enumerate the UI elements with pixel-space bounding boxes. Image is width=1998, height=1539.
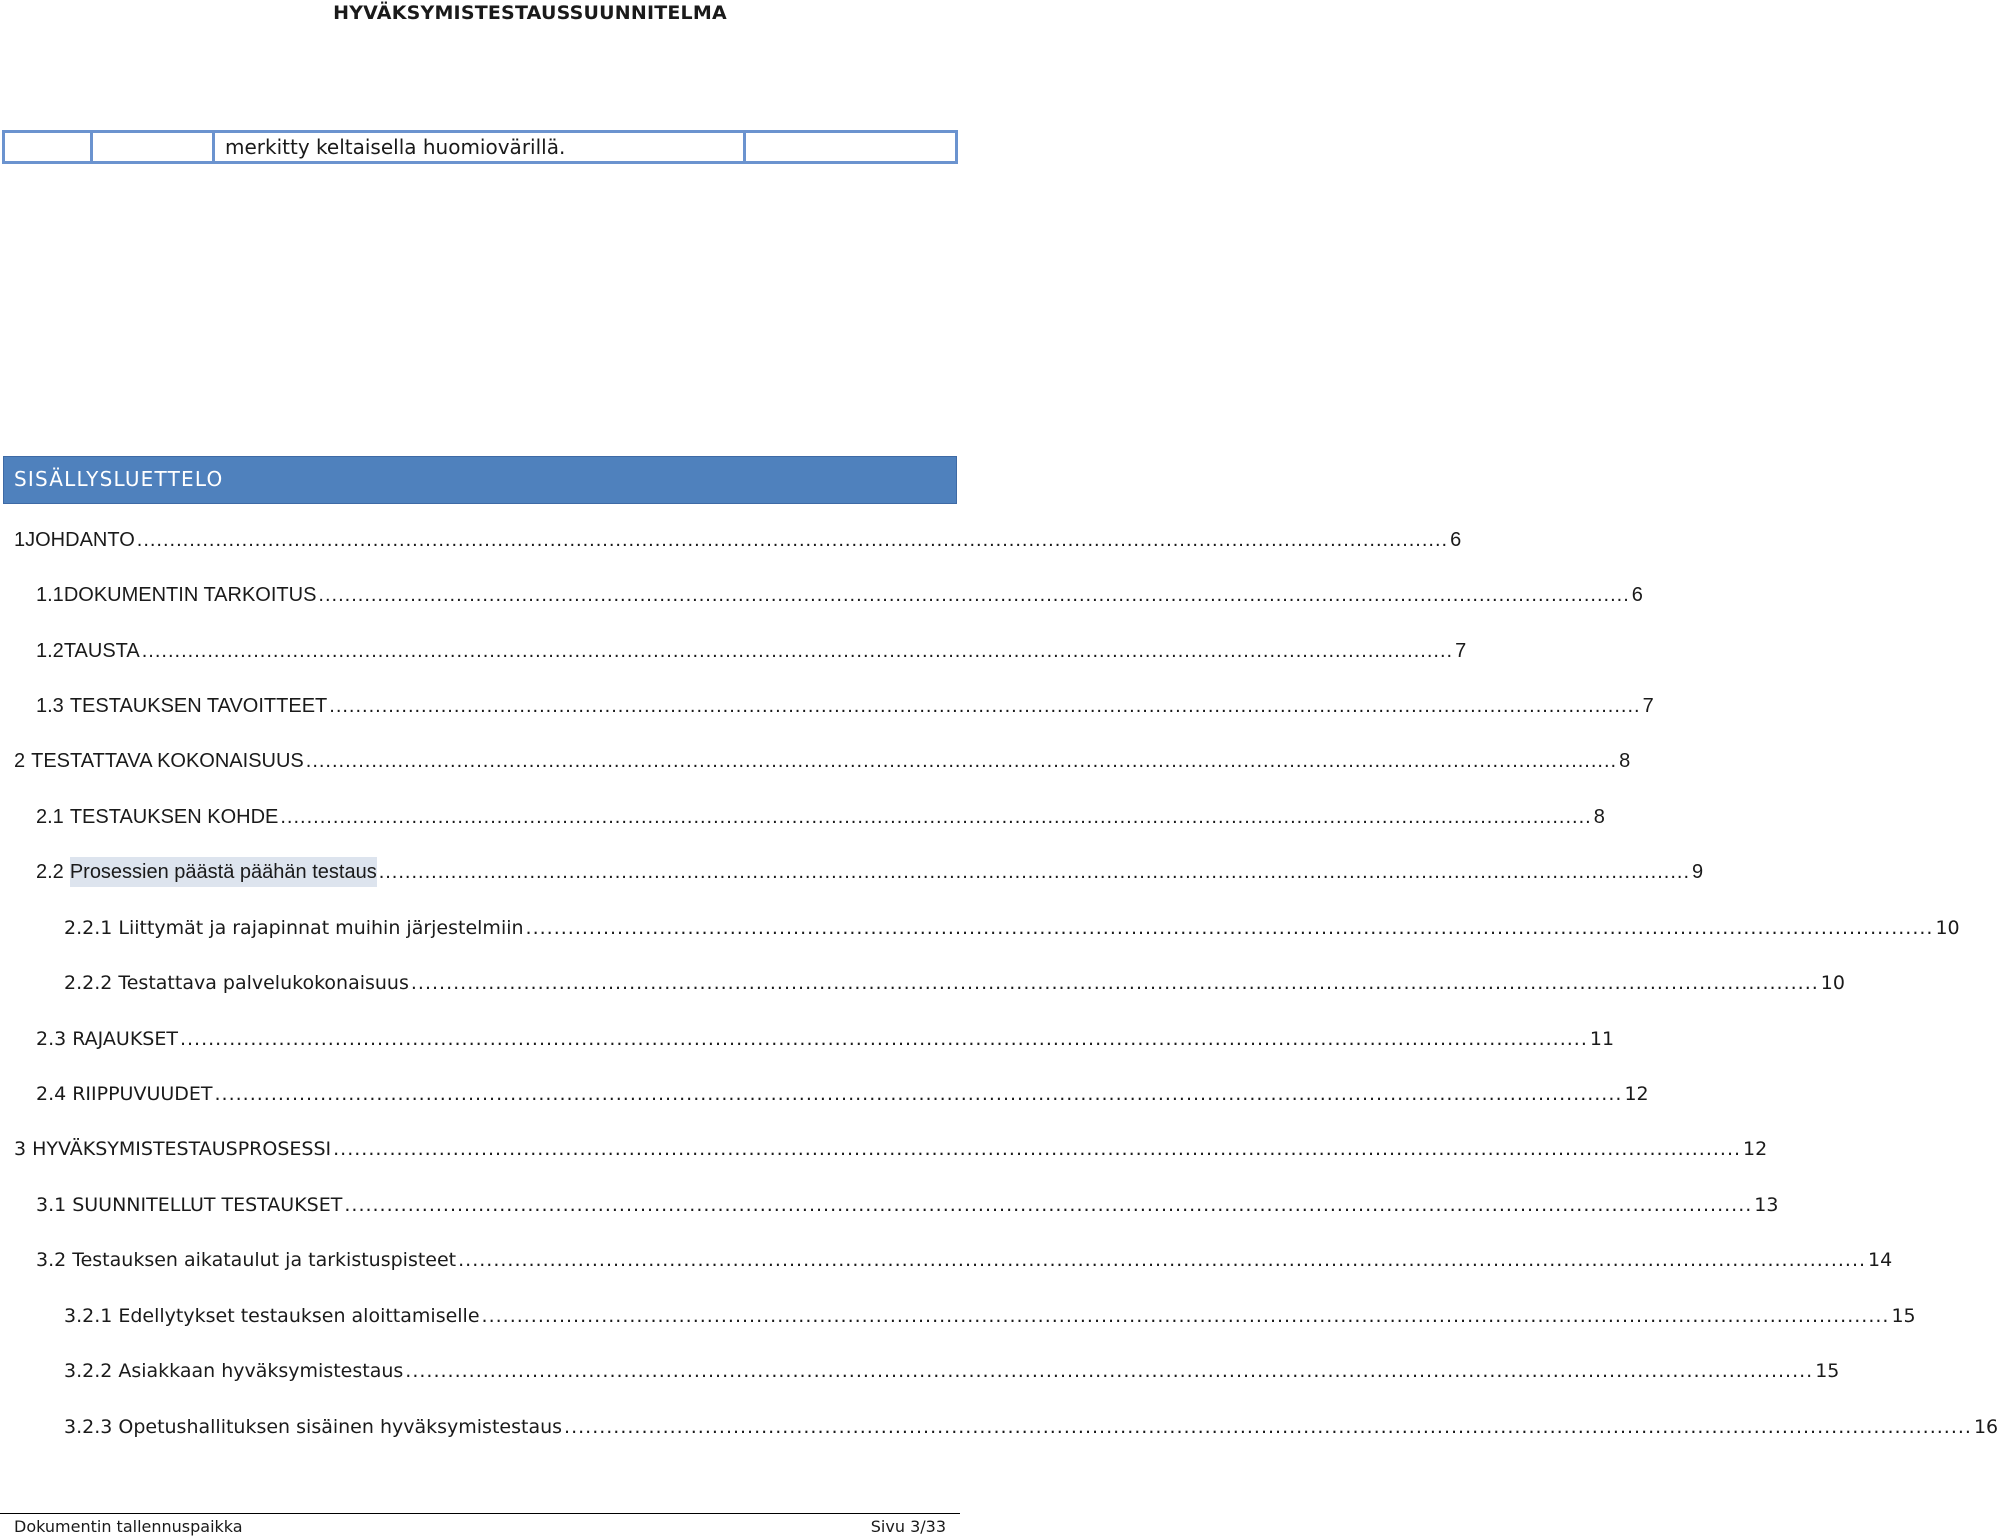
toc-entry-title: RIIPPUVUUDET — [72, 1083, 213, 1105]
toc-entry-page: 6 — [1631, 584, 1643, 606]
toc-entry-number: 1.3 — [36, 695, 64, 717]
toc-dot-leader: ........................................................................................................................................................................................................ — [136, 529, 1449, 551]
table-cell-empty — [4, 132, 92, 163]
toc-entry-page: 10 — [1935, 917, 1960, 939]
toc-entry-number: 2.1 — [36, 806, 64, 828]
toc-entry-title: TESTAUKSEN TAVOITTEET — [69, 695, 328, 717]
toc-entry-title: Prosessien päästä päähän testaus — [70, 857, 377, 887]
toc-heading-banner — [3, 456, 957, 504]
toc-entry[interactable] — [36, 580, 1643, 610]
toc-entry[interactable] — [64, 913, 1960, 943]
toc-entry[interactable] — [36, 802, 1605, 832]
toc-entry-page: 12 — [1743, 1138, 1768, 1160]
toc-entry-title: Asiakkaan hyväksymistestaus — [118, 1360, 404, 1382]
toc-entry-number: 1.1 — [36, 584, 64, 606]
toc-entry-number: 3.1 — [36, 1194, 67, 1216]
toc-dot-leader: ........................................................................................................................................................................................................ — [305, 750, 1618, 772]
toc-entry[interactable] — [64, 968, 1845, 998]
toc-entry-number: 2.4 — [36, 1083, 67, 1105]
footer-page-number: Sivu 3/33 — [870, 1517, 946, 1536]
toc-entry-title: DOKUMENTIN TARKOITUS — [63, 584, 317, 606]
toc-dot-leader: ........................................................................................................................................................................................................ — [344, 1194, 1753, 1216]
toc-entry-number: 2.2 — [36, 861, 64, 883]
toc-entry-number: 2.2.2 — [64, 972, 113, 994]
document-header-title: HYVÄKSYMISTESTAUSSUUNNITELMA — [333, 2, 727, 24]
toc-entry-number: 3 — [14, 1138, 27, 1160]
toc-entry[interactable] — [64, 1301, 1916, 1331]
toc-entry-number: 2.2.1 — [64, 917, 113, 939]
toc-entry-page: 6 — [1450, 529, 1462, 551]
toc-entry-page: 16 — [1973, 1416, 1998, 1438]
toc-entry[interactable] — [36, 1079, 1649, 1109]
toc-entry-page: 15 — [1815, 1360, 1840, 1382]
toc-dot-leader: ........................................................................................................................................................................................................ — [525, 917, 1934, 939]
toc-entry[interactable] — [36, 636, 1467, 666]
toc-entry[interactable] — [36, 1024, 1615, 1054]
toc-entry-title: HYVÄKSYMISTESTAUSPROSESSI — [32, 1138, 332, 1160]
toc-dot-leader: ........................................................................................................................................................................................................ — [318, 584, 1630, 606]
toc-entry-page: 7 — [1455, 640, 1467, 662]
toc-entry-number: 1 — [14, 529, 26, 551]
toc-dot-leader: ........................................................................................................................................................................................................ — [378, 861, 1691, 883]
toc-entry-title: Testauksen aikataulut ja tarkistuspisteet — [72, 1249, 457, 1271]
toc-dot-leader: ........................................................................................................................................................................................................ — [329, 695, 1641, 717]
toc-entry[interactable] — [64, 1412, 1998, 1442]
page-footer — [0, 1513, 960, 1539]
toc-entry-page: 15 — [1891, 1305, 1916, 1327]
toc-entry-title: TESTAUKSEN KOHDE — [69, 806, 279, 828]
toc-entry-page: 7 — [1642, 695, 1654, 717]
toc-heading: SISÄLLYSLUETTELO — [14, 467, 224, 491]
toc-dot-leader: ........................................................................................................................................................................................................ — [179, 1028, 1588, 1050]
toc-entry-page: 11 — [1589, 1028, 1615, 1050]
toc-entry-title: Opetushallituksen sisäinen hyväksymistestaus — [118, 1416, 563, 1438]
table-cell-empty — [745, 132, 957, 163]
toc-entry-number: 2 — [14, 750, 26, 772]
toc-entry-page: 14 — [1868, 1249, 1893, 1271]
toc-entry[interactable] — [14, 525, 1462, 555]
toc-entry-page: 8 — [1593, 806, 1605, 828]
toc-entry[interactable] — [36, 1190, 1779, 1220]
toc-entry[interactable] — [36, 691, 1654, 721]
toc-dot-leader: ........................................................................................................................................................................................................ — [280, 806, 1592, 828]
toc-entry-number: 3.2.1 — [64, 1305, 113, 1327]
table-cell-note: merkitty keltaisella huomiovärillä. — [214, 132, 745, 163]
toc-dot-leader: ........................................................................................................................................................................................................ — [333, 1138, 1742, 1160]
footer-storage-location: Dokumentin tallennuspaikka — [14, 1517, 243, 1536]
header-table — [2, 130, 958, 164]
toc-entry-page: 10 — [1820, 972, 1845, 994]
toc-dot-leader: ........................................................................................................................................................................................................ — [410, 972, 1819, 994]
toc-dot-leader: ........................................................................................................................................................................................................ — [564, 1416, 1972, 1438]
toc-entry-page: 8 — [1619, 750, 1631, 772]
toc-entry[interactable] — [14, 746, 1631, 776]
toc-entry-number: 1.2 — [36, 640, 64, 662]
toc-entry-title: SUUNNITELLUT TESTAUKSET — [72, 1194, 343, 1216]
toc-dot-leader: ........................................................................................................................................................................................................ — [458, 1249, 1867, 1271]
toc-entry-number: 3.2.2 — [64, 1360, 113, 1382]
toc-entry-title: Testattava palvelukokonaisuus — [118, 972, 409, 994]
toc-entry[interactable] — [64, 1356, 1840, 1386]
toc-entry-page: 13 — [1754, 1194, 1779, 1216]
toc-dot-leader: ........................................................................................................................................................................................................ — [481, 1305, 1890, 1327]
toc-entry-title: Liittymät ja rajapinnat muihin järjestelmiin — [118, 917, 524, 939]
toc-dot-leader: ........................................................................................................................................................................................................ — [405, 1360, 1814, 1382]
toc-entry-title: TESTATTAVA KOKONAISUUS — [31, 750, 304, 772]
toc-entry-title: TAUSTA — [63, 640, 140, 662]
toc-dot-leader: ........................................................................................................................................................................................................ — [141, 640, 1454, 662]
toc-entry-number: 3.2.3 — [64, 1416, 113, 1438]
toc-entry[interactable] — [36, 1245, 1893, 1275]
toc-entry-number: 2.3 — [36, 1028, 67, 1050]
toc-entry-title: RAJAUKSET — [72, 1028, 178, 1050]
toc-entry[interactable] — [36, 857, 1704, 887]
table-cell-empty — [92, 132, 214, 163]
toc-entry-page: 9 — [1692, 861, 1704, 883]
toc-entry-page: 12 — [1624, 1083, 1649, 1105]
toc-entry-title: Edellytykset testauksen aloittamiselle — [118, 1305, 480, 1327]
toc-entry[interactable] — [14, 1134, 1768, 1164]
toc-dot-leader: ........................................................................................................................................................................................................ — [214, 1083, 1623, 1105]
toc-entry-number: 3.2 — [36, 1249, 67, 1271]
toc-entry-title: JOHDANTO — [25, 529, 135, 551]
